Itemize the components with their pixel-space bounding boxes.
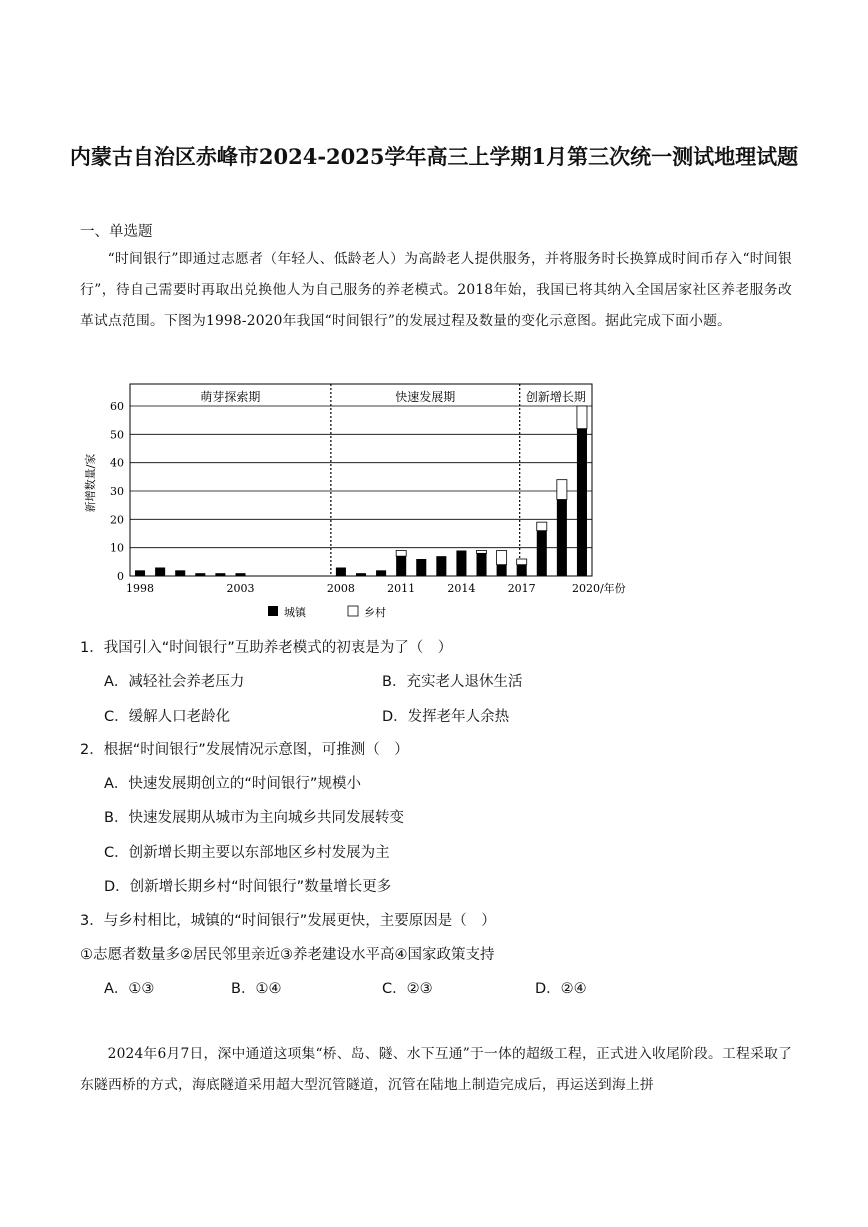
bar-urban bbox=[396, 556, 406, 576]
y-tick-label: 60 bbox=[110, 400, 124, 413]
bar-urban bbox=[416, 559, 426, 576]
bar-urban bbox=[336, 568, 346, 577]
bar-urban bbox=[537, 531, 547, 576]
plot-frame bbox=[130, 384, 592, 576]
y-tick-label: 30 bbox=[110, 485, 124, 498]
chart bbox=[80, 378, 626, 632]
question-1-stem: 1．我国引入“时间银行”互助养老模式的初衷是为了（ ） bbox=[80, 640, 453, 656]
bar-urban bbox=[356, 573, 366, 576]
bar-rural bbox=[396, 551, 406, 557]
y-tick-label: 50 bbox=[110, 428, 124, 442]
y-tick-label: 20 bbox=[110, 513, 124, 527]
q3-option-c[interactable]: C．②③ bbox=[382, 981, 433, 997]
q2-option-d[interactable]: D．创新增长期乡村“时间银行”数量增长更多 bbox=[104, 879, 392, 895]
section-heading: 一、单选题 bbox=[80, 224, 153, 240]
bar-urban bbox=[175, 570, 185, 576]
bar-urban bbox=[376, 570, 386, 576]
bar-urban bbox=[155, 568, 165, 577]
question-2-stem: 2．根据“时间银行”发展情况示意图，可推测（ ） bbox=[80, 742, 409, 758]
question-3-stem: 3．与乡村相比，城镇的“时间银行”发展更快，主要原因是（ ） bbox=[80, 913, 496, 929]
q1-option-b[interactable]: B．充实老人退休生活 bbox=[382, 674, 523, 690]
period-label: 萌芽探索期 bbox=[200, 390, 261, 404]
bar-urban bbox=[235, 573, 245, 576]
q1-option-d[interactable]: D．发挥老年人余热 bbox=[382, 709, 510, 725]
x-tick-label: 2011 bbox=[387, 582, 416, 595]
x-tick-label: 2008 bbox=[326, 582, 355, 595]
bar-rural bbox=[517, 559, 527, 565]
legend-swatch-rural bbox=[348, 606, 358, 616]
q2-option-c[interactable]: C．创新增长期主要以东部地区乡村发展为主 bbox=[104, 845, 390, 861]
bar-urban bbox=[577, 429, 587, 576]
bar-rural bbox=[477, 551, 487, 554]
bar-chart bbox=[80, 378, 626, 628]
x-tick-label: 1998 bbox=[126, 582, 155, 595]
bar-rural bbox=[557, 480, 567, 500]
legend-label-urban: 城镇 bbox=[284, 606, 306, 619]
q2-option-b[interactable]: B．快速发展期从城市为主向城乡共同发展转变 bbox=[104, 810, 404, 826]
y-tick-label: 10 bbox=[110, 541, 124, 555]
bar-urban bbox=[135, 570, 145, 576]
q3-option-d[interactable]: D．②④ bbox=[535, 981, 587, 997]
bar-urban bbox=[477, 553, 487, 576]
q2-option-a[interactable]: A．快速发展期创立的“时间银行”规模小 bbox=[104, 776, 361, 792]
page-title: 内蒙古自治区赤峰市2024-2025学年高三上学期1月第三次统一测试地理试题 bbox=[69, 144, 799, 169]
legend-label-rural: 乡村 bbox=[364, 606, 386, 619]
x-tick-label: 2014 bbox=[447, 582, 476, 595]
bar-urban bbox=[436, 556, 446, 576]
bar-urban bbox=[456, 551, 466, 577]
period-label: 创新增长期 bbox=[525, 390, 586, 404]
q3-option-b[interactable]: B．①④ bbox=[231, 981, 282, 997]
period-label: 快速发展期 bbox=[395, 390, 456, 404]
bar-rural bbox=[497, 551, 507, 565]
q3-statements: ①志愿者数量多②居民邻里亲近③养老建设水平高④国家政策支持 bbox=[80, 947, 495, 963]
x-tick-label: 2020/年份 bbox=[571, 582, 626, 595]
bar-rural bbox=[537, 522, 547, 531]
passage-2: 2024年6月7日，深中通道这项集“桥、岛、隧、水下互通”于一体的超级工程，正式进入收尾阶段。工程采取了东隧西桥的方式，海底隧道采用超大型沉管隧道，沉管在陆地上制造完成后，再运送到海上拼 bbox=[80, 1046, 793, 1093]
passage-1: “时间银行”即通过志愿者（年轻人、低龄老人）为高龄老人提供服务，并将服务时长换算成时间币存入“时间银行”，待自己需要时再取出兑换他人为自己服务的养老模式。2018年始，我国已将其纳入全国居家社区养老服务改革试点范围。下图为1998-2020年我国“时间银行”的发展过程及数量的变化示意图。据此完成下面小题。 bbox=[80, 251, 792, 329]
x-tick-label: 2017 bbox=[507, 582, 536, 595]
y-tick-label: 0 bbox=[117, 570, 124, 583]
y-axis-label: 新增数量/家 bbox=[84, 453, 97, 513]
bar-urban bbox=[557, 500, 567, 577]
bar-urban bbox=[517, 565, 527, 576]
q1-option-a[interactable]: A．减轻社会养老压力 bbox=[104, 674, 245, 690]
bar-rural bbox=[577, 406, 587, 429]
q1-option-c[interactable]: C．缓解人口老龄化 bbox=[104, 709, 231, 725]
bar-urban bbox=[195, 573, 205, 576]
bar-urban bbox=[215, 573, 225, 576]
q3-option-a[interactable]: A．①③ bbox=[104, 981, 155, 997]
y-tick-label: 40 bbox=[110, 456, 124, 470]
bar-urban bbox=[497, 565, 507, 576]
x-tick-label: 2003 bbox=[226, 582, 255, 595]
legend-swatch-urban bbox=[268, 606, 278, 616]
